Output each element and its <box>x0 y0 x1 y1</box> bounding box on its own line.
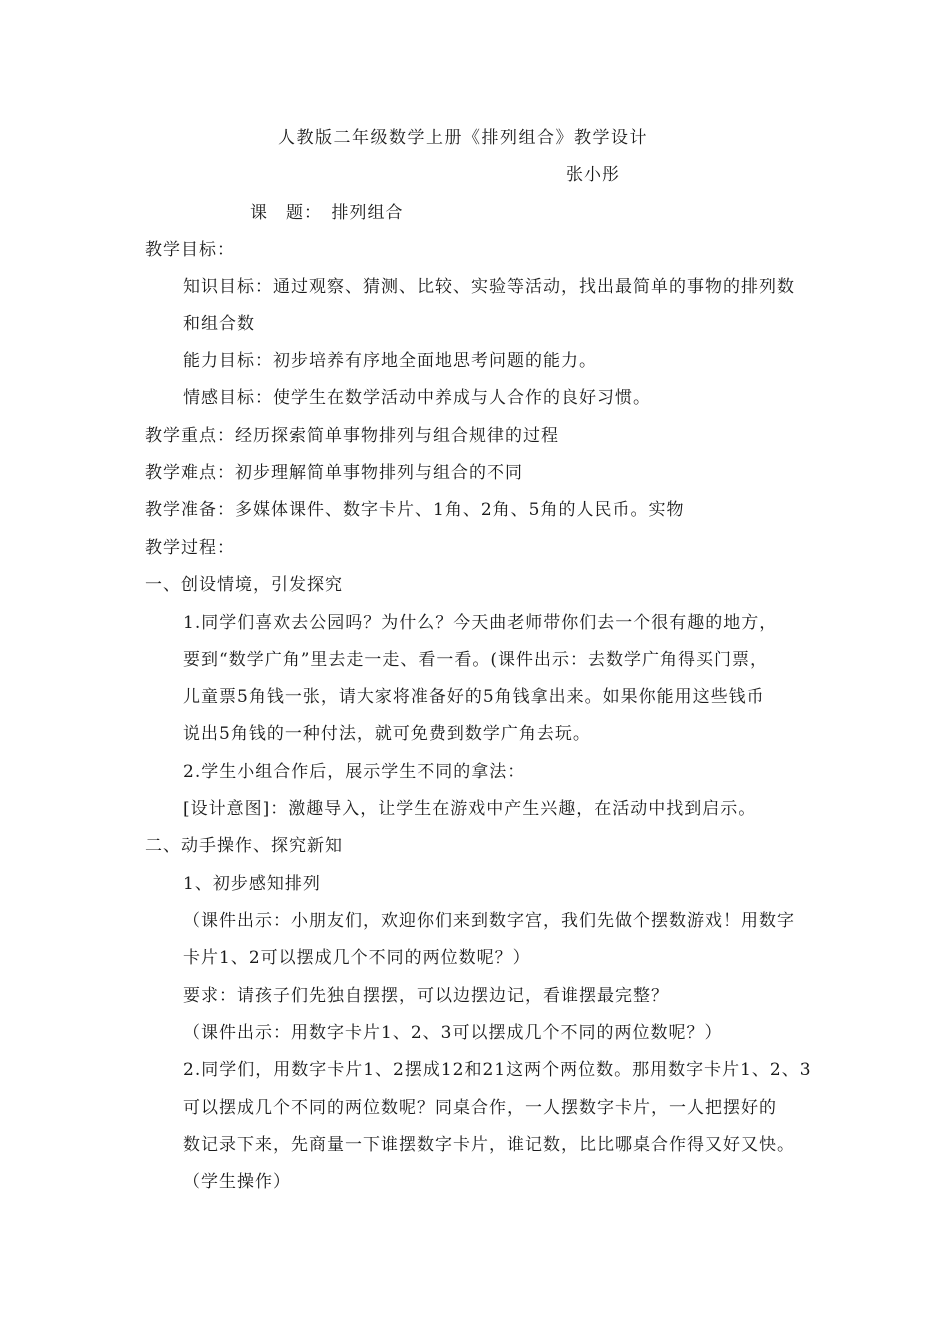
paragraph-line: 可以摆成几个不同的两位数呢？同桌合作，一人摆数字卡片，一人把摆好的 <box>183 1098 777 1118</box>
paragraph-line: （课件出示：小朋友们，欢迎你们来到数字宫，我们先做个摆数游戏！用数字 <box>183 911 795 931</box>
author-name: 张小彤 <box>566 165 620 185</box>
section-heading: 教学过程： <box>145 538 235 558</box>
section-heading: 教学难点：初步理解简单事物排列与组合的不同 <box>145 463 523 483</box>
paragraph-line: 儿童票5角钱一张，请大家将准备好的5角钱拿出来。如果你能用这些钱币 <box>183 687 765 707</box>
paragraph-line: 知识目标：通过观察、猜测、比较、实验等活动，找出最简单的事物的排列数 <box>183 277 795 297</box>
section-heading: 一、创设情境，引发探究 <box>145 575 343 595</box>
section-heading: 教学重点：经历探索简单事物排列与组合规律的过程 <box>145 426 559 446</box>
section-heading: 二、动手操作、探究新知 <box>145 836 343 856</box>
paragraph-line: 数记录下来，先商量一下谁摆数字卡片，谁记数，比比哪桌合作得又好又快。 <box>183 1135 795 1155</box>
paragraph-line: 要求：请孩子们先独自摆摆，可以边摆边记，看谁摆最完整？ <box>183 986 669 1006</box>
lesson-topic: 课 题： 排列组合 <box>250 203 404 223</box>
paragraph-line: 说出5角钱的一种付法，就可免费到数学广角去玩。 <box>183 724 591 744</box>
document-title: 人教版二年级数学上册《排列组合》教学设计 <box>278 128 648 148</box>
section-heading: 教学准备：多媒体课件、数字卡片、1角、2角、5角的人民币。实物 <box>145 500 685 520</box>
paragraph-line: 1、初步感知排列 <box>183 874 321 894</box>
paragraph-line: （课件出示：用数字卡片1、2、3可以摆成几个不同的两位数呢？） <box>183 1023 723 1043</box>
paragraph-line: 2.同学们，用数字卡片1、2摆成12和21这两个两位数。那用数字卡片1、2、3 <box>183 1060 812 1080</box>
paragraph-line: [设计意图]：激趣导入，让学生在游戏中产生兴趣，在活动中找到启示。 <box>183 799 757 819</box>
paragraph-line: 2.学生小组合作后，展示学生不同的拿法： <box>183 762 526 782</box>
paragraph-line: 卡片1、2可以摆成几个不同的两位数呢？） <box>183 948 531 968</box>
paragraph-line: 能力目标：初步培养有序地全面地思考问题的能力。 <box>183 351 597 371</box>
paragraph-line: （学生操作） <box>183 1172 291 1192</box>
section-heading: 教学目标： <box>145 240 235 260</box>
paragraph-line: 情感目标：使学生在数学活动中养成与人合作的良好习惯。 <box>183 388 651 408</box>
paragraph-line: 要到“数学广角”里去走一走、看一看。(课件出示：去数学广角得买门票， <box>183 650 769 670</box>
paragraph-line: 1.同学们喜欢去公园吗？为什么？今天曲老师带你们去一个很有趣的地方， <box>183 613 778 633</box>
paragraph-line: 和组合数 <box>183 314 255 334</box>
